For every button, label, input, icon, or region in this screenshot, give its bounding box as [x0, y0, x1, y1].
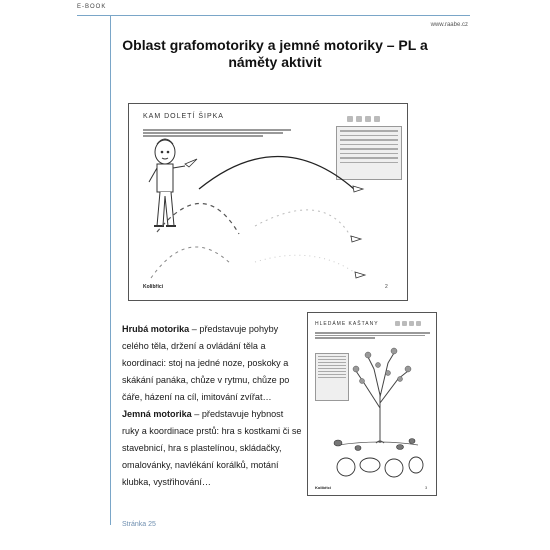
worksheet-page-number: 3 — [425, 485, 428, 490]
worksheet-page-number: 2 — [385, 284, 388, 290]
text-gross-motor: – představuje pohyby celého těla, držení a ovládání těla a koordinaci: stoj na jedné noze, poskoky a skákání panáka, chůze v rytmu, chůze po čáře, házení na cíl, imitování zvířat… — [122, 324, 290, 402]
page-number-footer: Stránka 25 — [122, 521, 156, 528]
worksheet-brand: Kolibříci — [315, 485, 332, 490]
header-label: E-BOOK — [77, 4, 107, 10]
term-fine-motor: Jemná motorika — [122, 409, 192, 419]
paragraph-fine-motor — [122, 406, 302, 491]
arrow-trajectories-illustration — [129, 104, 409, 302]
worksheet-arrow — [128, 103, 408, 301]
side-divider — [110, 15, 111, 525]
worksheet-title: HLEDÁME KAŠTANY — [315, 321, 379, 327]
page-title: Oblast grafomotoriky a jemné motoriky – PL a náměty aktivit — [122, 37, 428, 70]
header-divider — [77, 15, 470, 16]
header-url[interactable]: www.raabe.cz — [430, 22, 468, 28]
term-gross-motor: Hrubá motorika — [122, 324, 190, 334]
worksheet-brand: Kolibříci — [143, 284, 164, 290]
paragraph-gross-motor — [122, 321, 302, 406]
worksheet-title: KAM DOLETÍ ŠIPKA — [143, 113, 224, 120]
text-fine-motor: – představuje hybnost ruky a koordinace prstů: hra s kostkami či se stavebnicí, hra s plastelínou, skládačky, omalovánky, navlékání korálků, motání klubka, vystřihování… — [122, 409, 302, 487]
chestnut-tree-illustration — [308, 313, 438, 497]
worksheet-chestnuts — [307, 312, 437, 496]
